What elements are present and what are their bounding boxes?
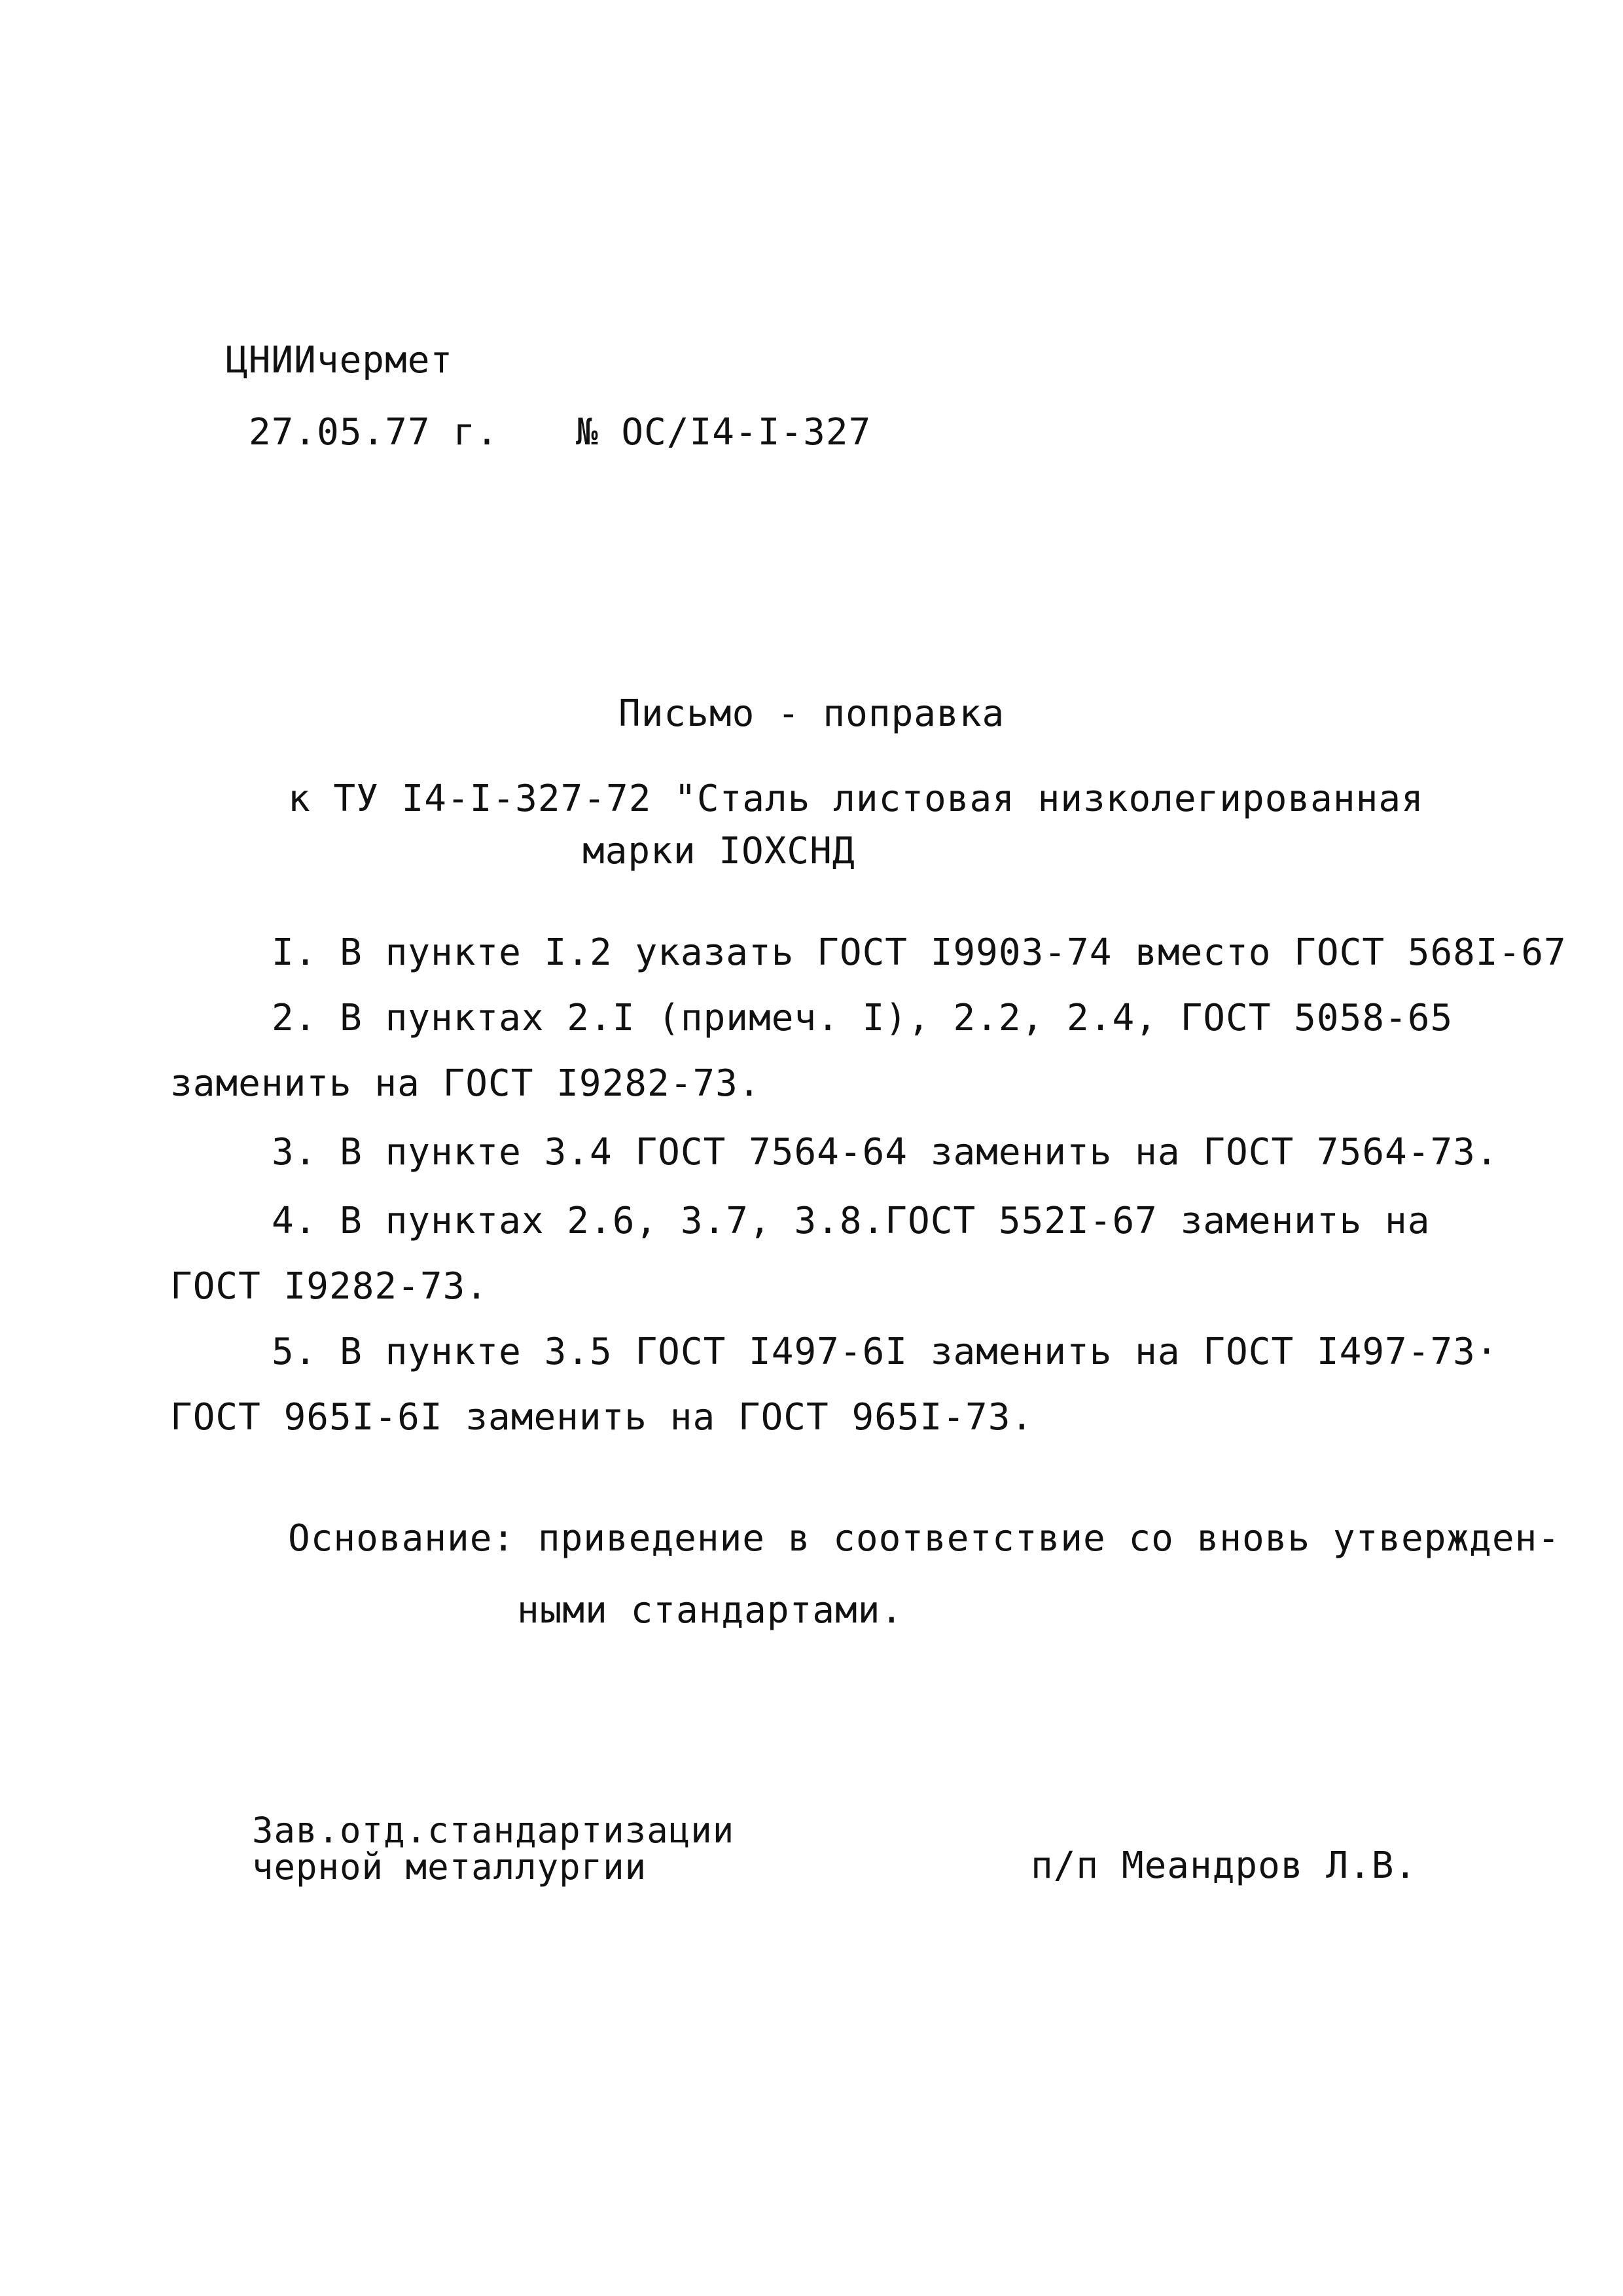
- item-5-line-2: ГОСТ 965I-6I заменить на ГОСТ 965I-73.: [170, 1396, 1034, 1439]
- item-2-line-1: 2. В пунктах 2.I (примеч. I), 2.2, 2.4, ГОСТ 5058-65: [272, 997, 1454, 1039]
- basis-line-2: ными стандартами.: [517, 1589, 904, 1632]
- signatory-position-line-2: черной металлургии: [252, 1846, 647, 1888]
- item-2-line-2: заменить на ГОСТ I9282-73.: [170, 1062, 761, 1105]
- subject-line-1: к ТУ I4-I-327-72 "Сталь листовая низколегированная: [288, 778, 1424, 820]
- item-3-line-1: 3. В пункте 3.4 ГОСТ 7564-64 заменить на ГОСТ 7564-73.: [272, 1131, 1499, 1174]
- subject-line-2: марки IOXCHД: [582, 830, 855, 872]
- organization-name: ЦНИИчермет: [226, 339, 454, 382]
- document-number: № ОС/I4-I-327: [576, 411, 872, 454]
- signatory-name: п/п Меандров Л.В.: [1031, 1844, 1418, 1887]
- signatory-position-line-1: Зав.отд.стандартизации: [252, 1810, 735, 1851]
- item-1-line-1: I. В пункте I.2 указать ГОСТ I9903-74 вместо ГОСТ 568I-67: [272, 931, 1567, 974]
- basis-line-1: Основание: приведение в соответствие со вновь утвержден-: [288, 1517, 1561, 1560]
- item-4-line-2: ГОСТ I9282-73.: [170, 1265, 489, 1308]
- document-title: Письмо - поправка: [618, 692, 1005, 735]
- item-5-line-1: 5. В пункте 3.5 ГОСТ I497-6I заменить на ГОСТ I497-73·: [272, 1331, 1499, 1373]
- document-date: 27.05.77 г.: [249, 411, 499, 454]
- item-4-line-1: 4. В пунктах 2.6, 3.7, 3.8.ГОСТ 552I-67 заменить на: [272, 1200, 1431, 1242]
